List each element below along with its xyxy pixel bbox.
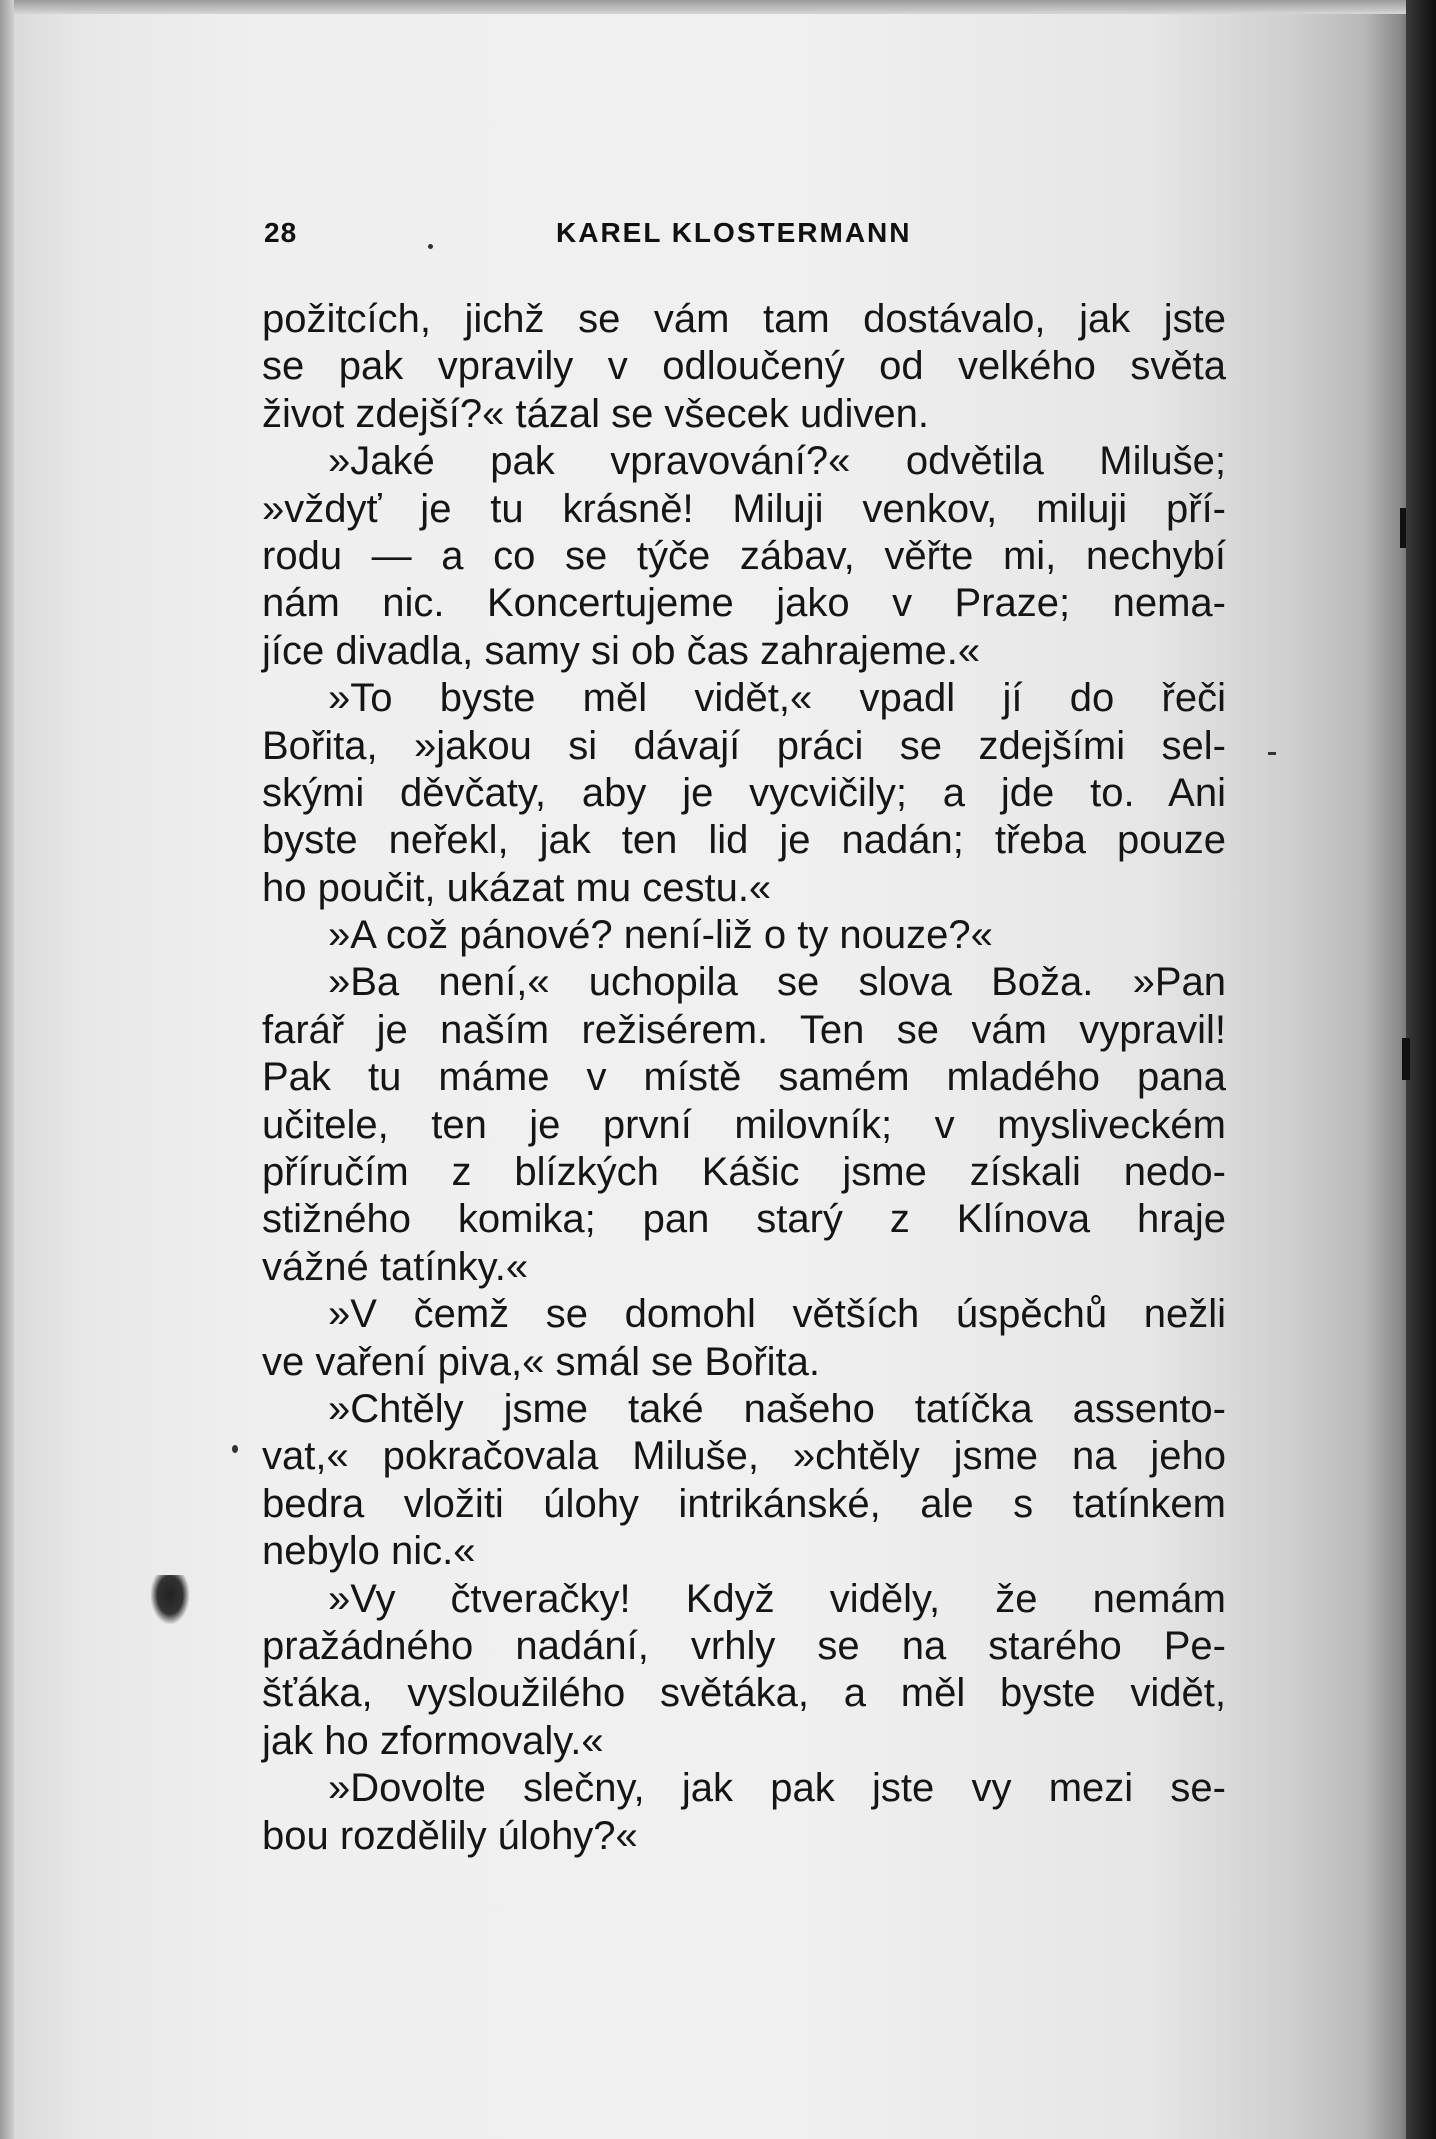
text-line: šťáka, vysloužilého světáka, a měl byste vidět,	[262, 1671, 1226, 1716]
text-line: farář je naším režisérem. Ten se vám vypravil!	[262, 1007, 1226, 1052]
text-line: »Ba není,« uchopila se slova Boža. »Pan	[328, 960, 1226, 1005]
text-line: »To byste měl vidět,« vpadl jí do řeči	[328, 676, 1226, 721]
page-top-edge	[0, 0, 1436, 14]
text-line: jíce divadla, samy si ob čas zahrajeme.«	[262, 628, 981, 673]
running-head: KAREL KLOSTERMANN	[556, 217, 912, 248]
text-line: nebylo nic.«	[262, 1529, 476, 1574]
speck-mark	[428, 244, 433, 249]
text-line: vat,« pokračovala Miluše, »chtěly jsme na jeho	[262, 1434, 1226, 1479]
page-left-edge	[0, 0, 14, 2139]
ink-blot	[150, 1575, 190, 1625]
text-line: stižného komika; pan starý z Klínova hraje	[262, 1197, 1226, 1242]
text-line: učitele, ten je první milovník; v mysliveckém	[262, 1102, 1226, 1147]
text-line: skými děvčaty, aby je vycvičily; a jde to. Ani	[262, 770, 1226, 815]
body-text	[262, 296, 1226, 1860]
text-line: »Vy čtveračky! Když viděly, že nemám	[328, 1576, 1226, 1621]
speck-mark	[1402, 1038, 1410, 1080]
text-line: »A což pánové? není-liž o ty nouze?«	[328, 913, 993, 958]
text-line: »Dovolte slečny, jak pak jste vy mezi se-	[328, 1766, 1226, 1811]
text-line: pražádného nadání, vrhly se na starého Pe-	[262, 1623, 1226, 1668]
text-line: Pak tu máme v místě samém mladého pana	[262, 1055, 1226, 1100]
text-line: »vždyť je tu krásně! Miluji venkov, miluji pří-	[262, 486, 1226, 531]
text-line: ve vaření piva,« smál se Bořita.	[262, 1339, 821, 1384]
page-header	[264, 217, 1224, 257]
text-line: byste neřekl, jak ten lid je nadán; třeba pouze	[262, 818, 1226, 863]
text-line: »Chtěly jsme také našeho tatíčka assento-	[328, 1386, 1226, 1431]
text-line: se pak vpravily v odloučený od velkého světa	[262, 344, 1226, 389]
text-line: rodu — a co se týče zábav, věřte mi, nechybí	[262, 533, 1226, 578]
page-number: 28	[264, 217, 298, 248]
text-line: nám nic. Koncertujeme jako v Praze; nema-	[262, 581, 1226, 626]
text-line: příručím z blízkých Kášic jsme získali nedo-	[262, 1150, 1226, 1195]
speck-mark	[1268, 752, 1276, 755]
text-line: požitcích, jichž se vám tam dostávalo, jak jste	[262, 297, 1226, 341]
text-line: bedra vložiti úlohy intrikánské, ale s tatínkem	[262, 1481, 1226, 1526]
text-line: ho poučit, ukázat mu cestu.«	[262, 865, 772, 910]
text-line: život zdejší?« tázal se všecek udiven.	[262, 391, 930, 436]
text-line: vážné tatínky.«	[262, 1244, 529, 1289]
text-line: »V čemž se domohl větších úspěchů nežli	[328, 1292, 1226, 1337]
text-line: bou rozdělily úlohy?«	[262, 1813, 638, 1858]
text-line: Bořita, »jakou si dávají práci se zdejšími sel-	[262, 723, 1226, 768]
book-spine-shadow	[1406, 0, 1436, 2139]
speck-mark	[1400, 508, 1406, 548]
text-line: »Jaké pak vpravování?« odvětila Miluše;	[328, 439, 1226, 484]
text-line: jak ho zformovaly.«	[262, 1718, 604, 1763]
speck-mark	[232, 1445, 238, 1453]
